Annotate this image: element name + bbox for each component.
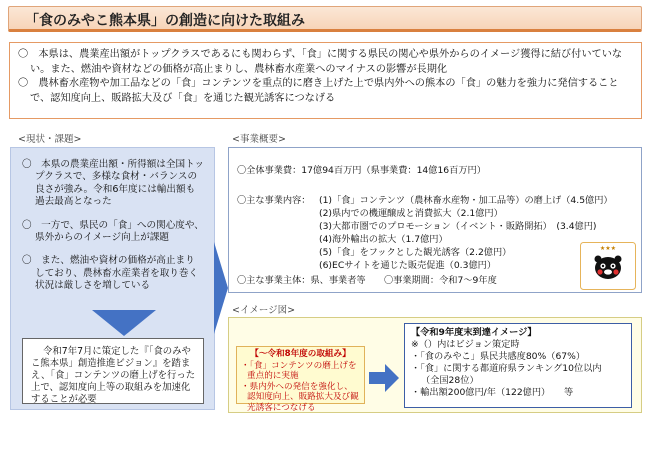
summary-paragraph-2: 〇 農林畜水産物や加工品などの「食」コンテンツを重点的に磨き上げた上で県内外への熊本の「食」の魅力を強力に発信することで、認知度向上、販路拡大及び「食」を通じた観光誘客につなげる bbox=[18, 78, 619, 104]
r9-note: ※（）内はビジョン策定時 bbox=[411, 339, 520, 351]
overview-item: (5)「食」をフックとした観光誘客（2.2億円） bbox=[319, 247, 512, 258]
r9-point: ・「食のみやこ」県民共感度80%（67%） bbox=[411, 351, 586, 363]
r9-point: ・「食」に関する都道府県ランキング10位以内 bbox=[411, 363, 602, 375]
summary-paragraph-1: 〇 本県は、農業産出額がトップクラスであるにも関わらず、「食」に関する県民の関心や県外からのイメージ獲得に結び付いていない。また、燃油や資材などの価格が高止まりし、農林畜水産業へのマイナスの影響が長期化 bbox=[18, 49, 623, 75]
r8-point: ・「食」コンテンツの磨上げを重点的に実施 bbox=[241, 360, 357, 382]
svg-text:★★★: ★★★ bbox=[599, 245, 617, 252]
issue-item: 〇 また、燃油や資材の価格が高止まりしており、農林畜水産業者を取り巻く状況は厳しさを増している bbox=[22, 255, 199, 292]
page-title: 「食のみやこ熊本県」の創造に向けた取組み bbox=[25, 13, 305, 29]
overview-entity: 〇主な事業主体：県、事業者等 〇事業期間：令和7～9年度 bbox=[237, 275, 497, 286]
r8-point: ・県内外への発信を強化し、認知度向上、販路拡大及び観光誘客につなげる bbox=[241, 381, 359, 413]
r8-heading: 【～令和8年度の取組み】 bbox=[250, 349, 351, 359]
issue-item: 〇 本県の農業産出額・所得額は全国トップクラスで、多様な食材・バランスの良さが強み。令和6年度には輸出額も過去最高となった bbox=[22, 159, 204, 208]
overview-item: (3)大都市圏でのプロモーション（イベント・販路開拓） (3.4億円) bbox=[319, 221, 597, 232]
r9-point: （全国28位） bbox=[421, 375, 479, 387]
issue-item: 〇 一方で、県民の「食」への関心度や、県外からのイメージ向上が課題 bbox=[22, 219, 204, 244]
vision-box: 令和7年7月に策定した『「食のみやこ熊本県」創造推進ビジョン』を踏まえ、「食」コンテンツの磨上げを行った上で、認知度向上等の取組みを加速化することが必要 bbox=[22, 338, 204, 404]
title-bar bbox=[8, 6, 642, 32]
issues-list bbox=[22, 159, 204, 304]
overview-content-label: 〇主な事業内容： bbox=[237, 195, 311, 206]
r9-point: ・輸出額200億円/年（122億円） 等 bbox=[411, 387, 574, 399]
right-arrow-icon bbox=[214, 242, 228, 334]
r9-heading: 【令和9年度末到達イメージ】 bbox=[411, 327, 537, 338]
image-section-label: <イメージ図> bbox=[232, 305, 296, 316]
r8-goals-box bbox=[236, 346, 365, 413]
overview-item: (4)海外輸出の拡大（1.7億円） bbox=[319, 234, 448, 245]
arrow-right-icon bbox=[369, 364, 399, 392]
kumamon-logo bbox=[580, 242, 636, 290]
overview-section-label: <事業概要> bbox=[232, 134, 286, 145]
down-arrow-icon bbox=[92, 310, 156, 336]
overview-item: (6)ECサイトを通じた販売促進（0.3億円） bbox=[319, 260, 497, 271]
overview-item: (1)「食」コンテンツ（農林畜水産物・加工品等）の磨上げ（4.5億円） bbox=[319, 195, 613, 206]
r9-targets-box bbox=[404, 323, 632, 408]
overview-total: 〇全体事業費：17億94百万円（県事業費：14億16百万円） bbox=[237, 165, 486, 176]
status-section-label: <現状・課題> bbox=[18, 134, 82, 145]
summary-box bbox=[9, 42, 642, 119]
overview-item: (2)県内での機運醸成と消費拡大（2.1億円） bbox=[319, 208, 503, 219]
